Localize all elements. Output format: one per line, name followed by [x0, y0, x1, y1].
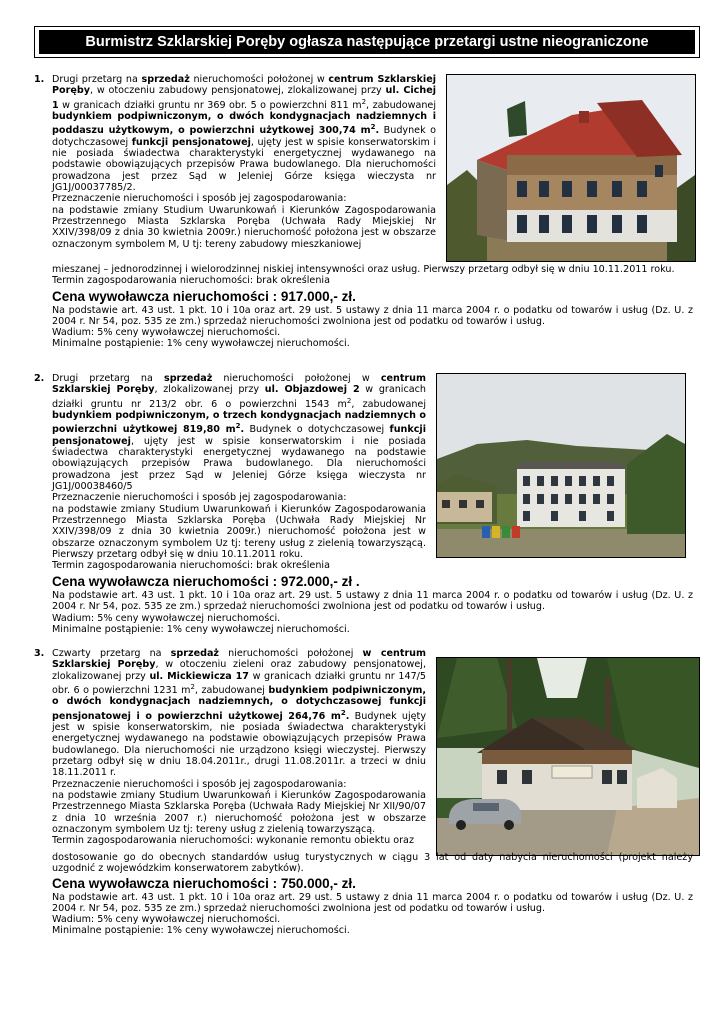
purpose-label: Przeznaczenie nieruchomości i sposób jej zagospodarowania: [52, 492, 347, 504]
item-number: 1. [34, 74, 45, 85]
price-label: Cena wywoławcza nieruchomości : 750.000,- zł. [52, 875, 356, 891]
wadium-text: Wadium: 5% ceny wywoławczej nieruchomości. [52, 327, 281, 339]
page-title: Burmistrz Szklarskiej Poręby ogłasza następujące przetargi ustne nieograniczone [39, 30, 695, 54]
term-text: Termin zagospodarowania nieruchomości: brak określenia [52, 560, 330, 572]
wadium-text: Wadium: 5% ceny wywoławczej nieruchomości. [52, 612, 281, 624]
price-label: Cena wywoławcza nieruchomości : 972.000,- zł . [52, 574, 360, 589]
legal-text: Na podstawie art. 43 ust. 1 pkt. 10 i 10a oraz art. 29 ust. 5 ustawy z dnia 11 marca 2004 r. o podatku od towarów i usług (Dz. U. z 2004 r. Nr 54, poz. 535 ze zm.) sprzedaż nieruchomości zwolniona jest od podatku od towarów i usług. [52, 891, 693, 914]
min-bid-text: Minimalne postąpienie: 1% ceny wywoławczej nieruchomości. [52, 623, 350, 635]
item-number: 2. [34, 373, 45, 384]
building-photo [436, 373, 686, 558]
purpose-text: na podstawie zmiany Studium Uwarunkowań i Kierunków Zagospodarowania Przestrzennego Miasta Szklarska Poręba (Uchwała Rady Miejskiej Nr XXIV/398/09 z dnia 30 kwietnia 2009r.) nieruchomość położona jest w obszarze oznaczonym symbolem Uz tj: tereny usług z zielenią towarzyszącą. Pierwszy przetarg odbył się w dniu 10.11.2011 roku. [52, 503, 426, 560]
term-text: Termin zagospodarowania nieruchomości: wykonanie remontu obiektu oraz [52, 835, 414, 847]
min-bid-text: Minimalne postąpienie: 1% ceny wywoławczej nieruchomości. [52, 925, 350, 937]
wadium-text: Wadium: 5% ceny wywoławczej nieruchomości. [52, 914, 281, 926]
villa-photo [436, 657, 700, 856]
price-label: Cena wywoławcza nieruchomości : 917.000,- zł. [52, 288, 356, 304]
min-bid-text: Minimalne postąpienie: 1% ceny wywoławczej nieruchomości. [52, 338, 350, 350]
item-2-details [52, 574, 693, 635]
purpose-text: na podstawie zmiany Studium Uwarunkowań i Kierunków Zagospodarowania Przestrzennego Miasta Szklarska Poręba (Uchwała Rady Miejskiej Nr XII/90/07 z dnia 10 września 2007 r.) nieruchomość położona jest w obszarze oznaczonym symbolem Uz tj: tereny usług z zielenią towarzyszącą. [52, 789, 426, 835]
house-photo [446, 74, 696, 262]
purpose-label: Przeznaczenie nieruchomości i sposób jej zagospodarowania: [52, 778, 347, 790]
item-1-details [52, 264, 693, 350]
legal-text: Na podstawie art. 43 ust. 1 pkt. 10 i 10a oraz art. 29 ust. 5 ustawy z dnia 11 marca 2004 r. o podatku od towarów i usług (Dz. U. z 2004 r. Nr 54, poz. 535 ze zm.) sprzedaż nieruchomości zwolniona jest od podatku od towarów i usług. [52, 590, 693, 613]
item-1-description: Drugi przetarg na sprzedaż nieruchomości położonej w centrum Szklarskiej Poręby, w otoczeniu zabudowy pensjonatowej, zlokalizowanej przy ul. Cichej 1 w granicach działki gruntu nr 369 obr. 5 o powierzchni 811 $m^2$, zabudowanej budynkiem podpiwniczonym, o dwóch kondygnacjach nadziemnych i poddaszu użytkowym, o powierzchni użytkowej 300,74 $m^2$. Budynek o dotychczasowej funkcji pensjonatowej, ujęty jest w spisie konserwatorskim i nie posiada świadectwa charakterystyki energetycznej wydawanego na podstawie obowiązujących przepisów Prawa budowlanego. Dla nieruchomości prowadzona jest przez Sąd w Jeleniej Górze księga wieczysta nr JG1J/00037785/2. Przeznaczenie nieruchomości i sposób jej zagospodarowania: na podstawie zmiany Studium Uwarunkowań i Kierunków Zagospodarowania Przestrzennego Miasta Szklarska Poręba (Uchwała Rady Miejskiej Nr XXIV/398/09 z dnia 30 kwietnia 2009r.) nieruchomość położona jest w obszarze oznaczonym symbolem M, U tj: tereny zabudowy mieszkaniowej [52, 74, 437, 250]
purpose-label: Przeznaczenie nieruchomości i sposób jej zagospodarowania: [52, 193, 347, 205]
item-number: 3. [34, 648, 45, 659]
term-continuation: dostosowanie go do obecnych standardów usług turystycznych w ciągu 3 lat od daty nabycia nieruchomości (projekt należy uzgodnić z wojewódzkim konserwatorem zabytków). [52, 852, 693, 875]
term-text: Termin zagospodarowania nieruchomości: brak określenia [52, 275, 330, 287]
header-banner [34, 26, 700, 58]
item-3-details [52, 852, 693, 937]
item-2-description: Drugi przetarg na sprzedaż nieruchomości położonej w centrum Szklarskiej Poręby, zlokalizowanej przy ul. Objazdowej 2 w granicach działki gruntu nr 213/2 obr. 6 o powierzchni 1543 $m^2$, zabudowanej budynkiem podpiwniczonym, o trzech kondygnacjach nadziemnych o powierzchni użytkowej 819,80 $m^2$. Budynek o dotychczasowej funkcji pensjonatowej, ujęty jest w spisie konserwatorskim i nie posiada świadectwa charakterystyki energetycznej wydawanego na podstawie obowiązujących przepisów Prawa budowlanego. Dla nieruchomości prowadzona jest przez Sąd w Jeleniej Górze księga wieczysta nr JG1J/00038460/5 Przeznaczenie nieruchomości i sposób jej zagospodarowania: na podstawie zmiany Studium Uwarunkowań i Kierunków Zagospodarowania Przestrzennego Miasta Szklarska Poręba (Uchwała Rady Miejskiej Nr XXIV/398/09 z dnia 30 kwietnia 2009r.) nieruchomość położona jest w obszarze oznaczonym symbolem Uz tj: tereny usług z zielenią towarzyszącą. Pierwszy przetarg odbył się w dniu 10.11.2011 roku. Termin zagospodarowania nieruchomości: brak określenia [52, 373, 427, 572]
purpose-text: na podstawie zmiany Studium Uwarunkowań i Kierunków Zagospodarowania Przestrzennego Miasta Szklarska Poręba (Uchwała Rady Miejskiej Nr XXIV/398/09 z dnia 30 kwietnia 2009r.) nieruchomość położona jest w obszarze oznaczonym symbolem M, U tj: tereny zabudowy mieszkaniowej [52, 204, 436, 250]
purpose-continuation: mieszanej – jednorodzinnej i wielorodzinnej niskiej intensywności oraz usług. Pierwszy przetarg odbył się w dniu 10.11.2011 roku. [52, 264, 675, 275]
item-3-description: Czwarty przetarg na sprzedaż nieruchomości położonej w centrum Szklarskiej Poręby, w otoczeniu zieleni oraz zabudowy pensjonatowej, zlokalizowanej przy ul. Mickiewicza 17 w granicach działki gruntu nr 147/5 obr. 6 o powierzchni 1231 $m^2$, zabudowanej budynkiem podpiwniczonym, o dwóch kondygnacjach nadziemnych, o dotychczasowej funkcji pensjonatowej i o powierzchni użytkowej 264,76 $m^2$. Budynek ujęty jest w spisie konserwatorskim, nie posiada świadectwa charakterystyki energetycznej wydawanego na podstawie obowiązujących przepisów Prawa budowlanego. Dla nieruchomości nie urządzono księgi wieczystej. Pierwszy przetarg odbył się w dniu 18.04.2011r., drugi 11.08.2011r. a trzeci w dniu 18.11.2011 r. Przeznaczenie nieruchomości i sposób jej zagospodarowania: na podstawie zmiany Studium Uwarunkowań i Kierunków Zagospodarowania Przestrzennego Miasta Szklarska Poręba (Uchwała Rady Miejskiej Nr XII/90/07 z dnia 10 września 2007 r.) nieruchomość położona jest w obszarze oznaczonym symbolem Uz tj: tereny usług z zielenią towarzyszącą. Termin zagospodarowania nieruchomości: wykonanie remontu obiektu oraz [52, 648, 427, 847]
legal-text: Na podstawie art. 43 ust. 1 pkt. 10 i 10a oraz art. 29 ust. 5 ustawy z dnia 11 marca 2004 r. o podatku od towarów i usług (Dz. U. z 2004 r. Nr 54, poz. 535 ze zm.) sprzedaż nieruchomości zwolniona jest od podatku od towarów i usług. [52, 304, 693, 327]
